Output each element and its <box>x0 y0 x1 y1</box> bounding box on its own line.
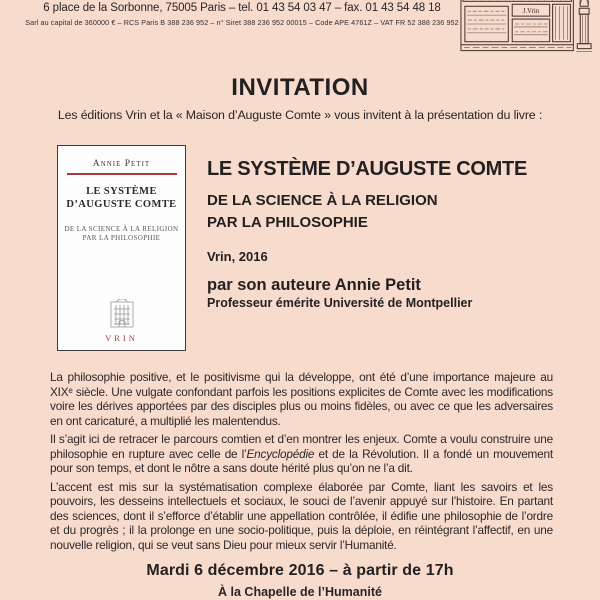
cover-author: Annie Petit <box>92 159 151 169</box>
description-paragraph-2-start: Il s’agit ici de retracer le parcours comtien et d’en montrer les enjeux. Comte a voulu construire une philosophie en rupture avec celle de l’ <box>50 432 553 461</box>
event-datetime: Mardi 6 décembre 2016 – à partir de 17h <box>146 562 454 579</box>
description-paragraph-2-end: et de la Révolution. Il a fondé un mouvement pour son temps, et dont le nôtre a sans doute hérité plus qu’on ne l’a dit. <box>50 446 553 475</box>
publisher-address: 6 place de la Sorbonne, 75005 Paris – tel. 01 43 54 03 47 – fax. 01 43 54 48 18 <box>43 2 441 14</box>
cover-title-line1: LE SYSTÈME <box>86 185 157 197</box>
book-subtitle-line2: PAR LA PHILOSOPHIE <box>207 214 368 231</box>
cover-subtitle-line2: PAR LA PHILOSOPHIE <box>82 234 161 242</box>
event-venue: À la Chapelle de l’Humanité <box>218 585 382 599</box>
book-info <box>207 157 567 310</box>
cover-title-line2: D’AUGUSTE COMTE <box>66 198 177 210</box>
invitation-subtitle: Les éditions Vrin et la « Maison d’Auguste Comte » vous invitent à la présentation du livre : <box>57 108 543 122</box>
description-paragraph-2 <box>50 432 553 476</box>
vrin-storefront-icon <box>458 0 596 64</box>
book-subtitle-line1: DE LA SCIENCE À LA RELIGION <box>207 192 438 209</box>
description-paragraph-1: La philosophie positive, et le positivisme qui la développe, ont été d’une importance majeure au XIXᵉ siècle. Une vulgate confondant parfois les positions explicites de Comte avec les modifications voire les dérives apportées par des disciples plus ou moins fidèles, ou avec ce que les adversaires en ont caricaturé, a multiplié les malentendus. <box>50 370 553 428</box>
cover-subtitle <box>58 225 185 244</box>
invitation-title: INVITATION <box>231 74 369 101</box>
publisher-header <box>0 2 484 27</box>
description-paragraph-2-italic: Encyclopédie <box>246 446 315 461</box>
cover-title <box>58 185 185 211</box>
cover-subtitle-line1: DE LA SCIENCE À LA RELIGION <box>64 224 179 233</box>
book-cover <box>57 145 186 351</box>
cover-red-rule <box>67 173 177 175</box>
description-paragraph-3: L’accent est mis sur la systématisation complexe élaborée par Comte, liant les savoirs et les pouvoirs, les desseins intellectuels et sociaux, le souci de l’avenir appuyé sur l’histoire. En partant des sciences, dont il s’efforce d’établir une appellation contrôlée, il édifie une philosophie de l’ordre et du progrès ; il la prolonge en une socio-politique, puis la déploie, en réintégrant l’affectif, en une nouvelle religion, qui se veut sans Dieu pour mieux servir l’Humanité. <box>50 479 553 552</box>
book-author-title: Professeur émérite Université de Montpellier <box>207 296 473 310</box>
book-author-line: par son auteure Annie Petit <box>207 276 421 294</box>
cover-publisher-name: VRIN <box>105 333 138 343</box>
book-edition: Vrin, 2016 <box>207 249 268 264</box>
book-description <box>50 370 553 556</box>
shop-sign-text: J.Vrin <box>522 8 540 16</box>
book-title: LE SYSTÈME D’AUGUSTE COMTE <box>207 158 528 180</box>
vrin-emblem-icon <box>109 299 135 329</box>
book-subtitle <box>207 190 567 234</box>
publisher-legal-line: Sarl au capital de 360000 € – RCS Paris B 388 236 952 – n° Siret 388 236 952 00015 – Code APE 4761Z – VAT FR 52 388 236 952 <box>25 18 459 27</box>
